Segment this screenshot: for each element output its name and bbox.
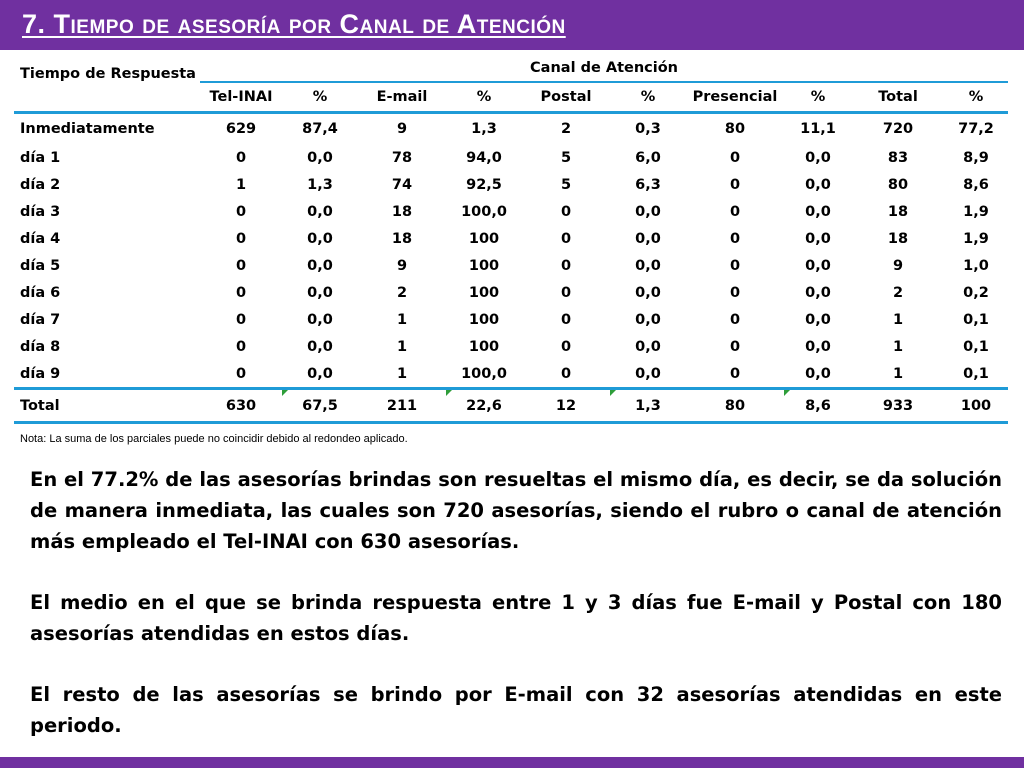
- table-cell: 0: [235, 311, 247, 328]
- table-cell: 18: [391, 203, 413, 220]
- table-cell: 0,0: [805, 230, 831, 247]
- table-cell: 2: [560, 121, 572, 137]
- error-indicator-icon: [446, 390, 452, 396]
- table-cell: 1,0: [963, 257, 989, 274]
- summary-paragraph-1: En el 77.2% de las asesorías brindas son resueltas el mismo día, es decir, se da solución de manera inmediata, las cuales son 720 asesorías, siendo el rubro o canal de atención más empleado el Tel-INAI con 630 asesorías.: [30, 468, 1002, 553]
- table-cell: 1: [396, 311, 408, 328]
- table-cell: 0,0: [307, 338, 333, 355]
- row-label: día 6: [20, 284, 61, 301]
- table-row: [14, 279, 1008, 306]
- table-cell: 1: [358, 360, 446, 389]
- table-cell: 0: [560, 284, 572, 301]
- table-cell: 74: [391, 176, 413, 193]
- table-cell: 1: [852, 360, 944, 389]
- column-header: %: [944, 82, 1008, 113]
- row-label: Inmediatamente: [20, 121, 155, 137]
- table-cell: 100,0: [446, 360, 522, 389]
- table-cell: 2: [396, 284, 408, 301]
- table-cell: 0,0: [635, 338, 661, 355]
- column-header: %: [784, 82, 852, 113]
- table-cell: 8,9: [963, 149, 989, 166]
- table-cell: 0,0: [610, 360, 686, 389]
- column-header: %: [446, 82, 522, 113]
- table-cell: 100: [468, 257, 500, 274]
- total-cell: 211: [358, 389, 446, 423]
- table-row: [14, 113, 1008, 145]
- table-cell: 100: [468, 311, 500, 328]
- table-cell: 0: [729, 338, 741, 355]
- column-header: Presencial: [686, 82, 784, 113]
- table-cell: 0,1: [944, 360, 1008, 389]
- table-cell: 92,5: [466, 176, 502, 193]
- table-cell: 0: [560, 230, 572, 247]
- table-cell: 0,0: [805, 257, 831, 274]
- table-cell: 0: [560, 311, 572, 328]
- table-cell: 0,0: [635, 230, 661, 247]
- error-indicator-icon: [784, 390, 790, 396]
- row-label: día 2: [20, 176, 61, 193]
- table-cell: 100: [468, 230, 500, 247]
- table-cell: 720: [882, 121, 914, 137]
- table-cell: 8,6: [963, 176, 989, 193]
- total-cell: 80: [686, 389, 784, 423]
- table-row: [14, 333, 1008, 360]
- table-cell: 1,9: [963, 203, 989, 220]
- table-cell: 0: [729, 311, 741, 328]
- total-cell: 22,6: [446, 389, 522, 423]
- total-label: Total: [14, 389, 200, 423]
- table-cell: 18: [887, 230, 909, 247]
- table-cell: 9: [396, 257, 408, 274]
- table-cell: 78: [391, 149, 413, 166]
- table-cell: 0,0: [635, 284, 661, 301]
- table-cell: 0,0: [805, 176, 831, 193]
- table-cell: 9: [892, 257, 904, 274]
- summary-paragraph-2: El medio en el que se brinda respuesta entre 1 y 3 días fue E-mail y Postal con 180 asesorías atendidas en estos días.: [30, 591, 1002, 645]
- table-cell: 0,0: [784, 360, 852, 389]
- corner-spacer: [14, 82, 200, 113]
- table-cell: 5: [560, 149, 572, 166]
- table-cell: 0,0: [805, 311, 831, 328]
- table-cell: 5: [560, 176, 572, 193]
- row-label: día 7: [20, 311, 61, 328]
- total-cell: 1,3: [610, 389, 686, 423]
- table-cell: 0: [200, 360, 282, 389]
- bottom-bar: [0, 757, 1024, 768]
- error-indicator-icon: [610, 390, 616, 396]
- table-cell: 18: [887, 203, 909, 220]
- total-cell: 100: [944, 389, 1008, 423]
- response-time-table: [14, 55, 1008, 424]
- table-cell: 77,2: [958, 121, 994, 137]
- table-cell: 0,0: [307, 149, 333, 166]
- table-row: [14, 198, 1008, 225]
- table-row: [14, 306, 1008, 333]
- row-label: día 5: [20, 257, 61, 274]
- table-cell: 0: [522, 360, 610, 389]
- group-header: Canal de Atención: [200, 55, 1008, 82]
- table-cell: 0: [235, 149, 247, 166]
- table-cell: 629: [225, 121, 257, 137]
- table-row: [14, 171, 1008, 198]
- table-row: [14, 252, 1008, 279]
- table-cell: 0: [560, 257, 572, 274]
- row-label: día 4: [20, 230, 61, 247]
- total-cell: 933: [852, 389, 944, 423]
- column-header: Total: [852, 82, 944, 113]
- table-cell: 1: [396, 338, 408, 355]
- table-cell: 0: [686, 360, 784, 389]
- total-cell: 12: [522, 389, 610, 423]
- table-cell: 0: [560, 203, 572, 220]
- table-cell: 0: [729, 284, 741, 301]
- table-cell: 0: [729, 176, 741, 193]
- table-cell: 0,0: [307, 230, 333, 247]
- column-header: %: [610, 82, 686, 113]
- slide-title: 7. Tiempo de asesoría por Canal de Atención: [22, 9, 566, 39]
- table-cell: 1,9: [963, 230, 989, 247]
- table-body: [14, 113, 1008, 423]
- column-header: Postal: [522, 82, 610, 113]
- table-cell: 18: [391, 230, 413, 247]
- table-cell: 83: [887, 149, 909, 166]
- row-label: día 9: [14, 360, 200, 389]
- table-cell: 0: [235, 203, 247, 220]
- table-cell: 0,1: [963, 338, 989, 355]
- table-cell: 0: [729, 257, 741, 274]
- table-cell: 1,3: [471, 121, 497, 137]
- title-bar: [0, 0, 1024, 50]
- table-cell: 0,0: [635, 311, 661, 328]
- table-cell: 100: [468, 338, 500, 355]
- table-cell: 0,2: [963, 284, 989, 301]
- table-cell: 94,0: [466, 149, 502, 166]
- table-cell: 0,0: [635, 203, 661, 220]
- table-cell: 0,0: [635, 257, 661, 274]
- table-cell: 0: [729, 149, 741, 166]
- table-cell: 0: [560, 338, 572, 355]
- table-cell: 100,0: [461, 203, 507, 220]
- table-cell: 0,0: [805, 284, 831, 301]
- column-header: E-mail: [358, 82, 446, 113]
- table-cell: 0,3: [635, 121, 661, 137]
- column-header: %: [282, 82, 358, 113]
- table-cell: 0,1: [963, 311, 989, 328]
- table-cell: 1: [892, 311, 904, 328]
- table-cell: 0: [235, 257, 247, 274]
- table-row: [14, 225, 1008, 252]
- table-cell: 100: [468, 284, 500, 301]
- table-cell: 9: [396, 121, 408, 137]
- row-label: día 8: [20, 338, 61, 355]
- table-row: [14, 360, 1008, 389]
- table-cell: 0,0: [805, 338, 831, 355]
- table-cell: 1: [892, 338, 904, 355]
- table-cell: 0: [729, 203, 741, 220]
- table-cell: 1: [235, 176, 247, 193]
- table-cell: 0,0: [805, 203, 831, 220]
- total-cell: 67,5: [282, 389, 358, 423]
- table-note: Nota: La suma de los parciales puede no coincidir debido al redondeo aplicado.: [20, 433, 408, 445]
- column-header: Tel-INAI: [200, 82, 282, 113]
- total-cell: 630: [200, 389, 282, 423]
- corner-header: Tiempo de Respuesta: [20, 66, 196, 82]
- table-cell: 0: [235, 230, 247, 247]
- table-cell: 0,0: [282, 360, 358, 389]
- table-cell: 87,4: [302, 121, 338, 137]
- column-header-row: [14, 82, 1008, 113]
- table-cell: 0,0: [805, 149, 831, 166]
- table-cell: 0: [235, 338, 247, 355]
- table-cell: 0,0: [307, 311, 333, 328]
- table-cell: 0: [235, 284, 247, 301]
- error-indicator-icon: [282, 390, 288, 396]
- table-cell: 0,0: [307, 284, 333, 301]
- table-row: [14, 144, 1008, 171]
- table-cell: 6,3: [635, 176, 661, 193]
- table-cell: 0: [729, 230, 741, 247]
- total-cell: 8,6: [784, 389, 852, 423]
- row-label: día 3: [20, 203, 61, 220]
- table-cell: 11,1: [800, 121, 836, 137]
- table-cell: 0,0: [307, 257, 333, 274]
- table-container: [14, 55, 1008, 424]
- total-row: [14, 389, 1008, 423]
- table-cell: 80: [724, 121, 746, 137]
- table-cell: 0,0: [307, 203, 333, 220]
- summary-paragraph-3: El resto de las asesorías se brindo por E-mail con 32 asesorías atendidas en este periodo.: [30, 683, 1002, 737]
- table-cell: 80: [887, 176, 909, 193]
- row-label: día 1: [20, 149, 61, 166]
- table-cell: 2: [892, 284, 904, 301]
- table-cell: 1,3: [307, 176, 333, 193]
- table-cell: 6,0: [635, 149, 661, 166]
